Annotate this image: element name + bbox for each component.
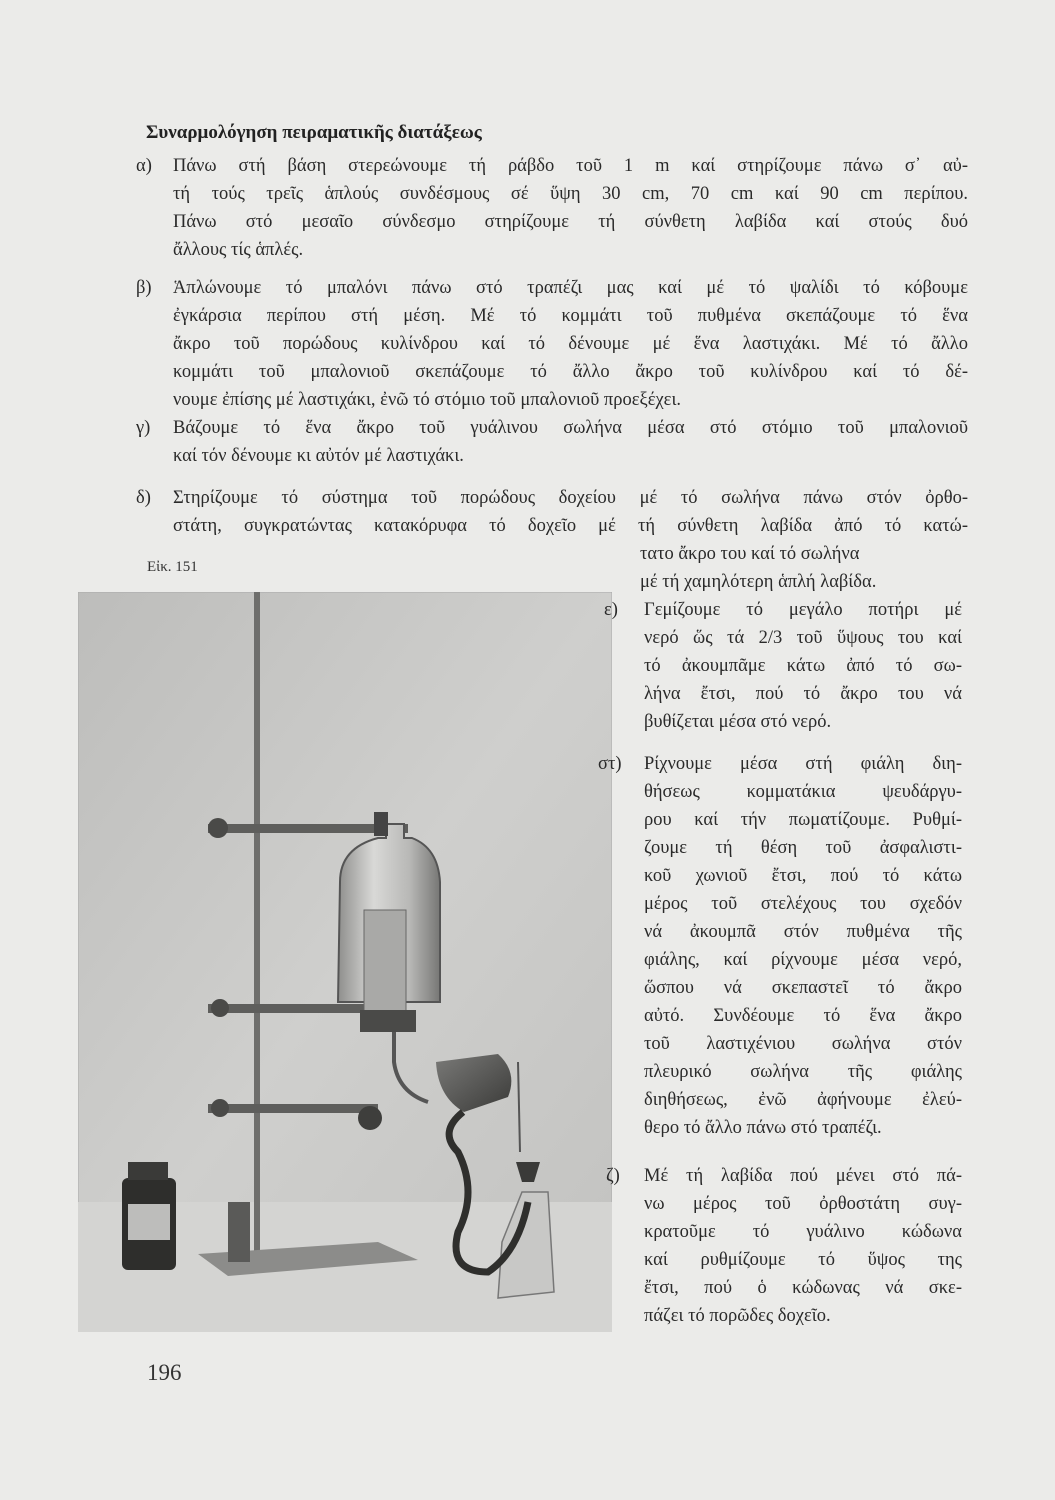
step-g-line: πάζει τό πορῶδες δοχεῖο.	[644, 1306, 831, 1326]
step-g-label: ζ)	[606, 1166, 620, 1186]
step-f-line: μέρος τοῦ στελέχους του σχεδόν	[644, 894, 962, 914]
step-g-line: κρατοῦμε τό γυάλινο κώδωνα	[644, 1222, 962, 1242]
step-d-line: Στηρίζουμε τό σύστημα τοῦ πορώδους δοχείου μέ τό σωλήνα πάνω στόν ὀρθο-	[173, 488, 968, 508]
step-g-line: νω μέρος τοῦ ὀρθοστάτη συγ-	[644, 1194, 962, 1214]
step-g-line: καί ρυθμίζουμε τό ὕψος της	[644, 1250, 962, 1270]
step-d-line: στάτη, συγκρατώντας κατακόρυφα τό δοχεῖο μέ τή σύνθετη λαβίδα ἀπό τό κατώ-	[173, 516, 968, 536]
step-g-line: ἔτσι, πού ὁ κώδωνας νά σκε-	[644, 1278, 962, 1298]
page-number: 196	[147, 1360, 182, 1385]
step-a-line: τή τούς τρεῖς ἁπλούς συνδέσμους σέ ὕψη 30 cm, 70 cm καί 90 cm περίπου.	[173, 184, 968, 204]
step-f-line: αὐτό. Συνδέουμε τό ἕνα ἄκρο	[644, 1006, 962, 1026]
figure-caption: Εἰκ. 151	[147, 559, 198, 575]
step-g	[598, 1162, 962, 1330]
step-f-line: διηθήσεως, ἐνῶ ἀφήνουμε ἐλεύ-	[644, 1090, 962, 1110]
step-a	[136, 152, 968, 264]
step-c-label: γ)	[136, 418, 151, 438]
step-f-line: Ρίχνουμε μέσα στή φιάλη διη-	[644, 754, 962, 774]
step-g-line: Μέ τή λαβίδα πού μένει στό πά-	[644, 1166, 962, 1186]
step-e-line: τό ἀκουμπᾶμε κάτω ἀπό τό σω-	[644, 656, 962, 676]
step-b	[136, 274, 968, 414]
step-c-line: Βάζουμε τό ἕνα ἄκρο τοῦ γυάλινου σωλήνα μέσα στό στόμιο τοῦ μπαλονιοῦ	[173, 418, 968, 438]
step-d-continued	[640, 540, 960, 596]
step-a-line: Πάνω στή βάση στερεώνουμε τή ράβδο τοῦ 1 m καί στηρίζουμε πάνω σ᾽ αὐ-	[173, 156, 968, 176]
step-b-label: β)	[136, 278, 152, 298]
step-b-line: ἐγκάρσια περίπου στή μέση. Μέ τό κομμάτι τοῦ πυθμένα σκεπάζουμε τό ἕνα	[173, 306, 968, 326]
step-a-line: Πάνω στό μεσαῖο σύνδεσμο στηρίζουμε τή σύνθετη λαβίδα καί στούς δυό	[173, 212, 968, 232]
step-f-line: κοῦ χωνιοῦ ἔτσι, πού τό κάτω	[644, 866, 962, 886]
step-e-line: Γεμίζουμε τό μεγάλο ποτήρι μέ	[644, 600, 962, 620]
step-f-line: τοῦ λαστιχένιου σωλήνα στόν	[644, 1034, 962, 1054]
step-f-line: ὥσπου νά σκεπαστεῖ τό ἄκρο	[644, 978, 962, 998]
step-f	[598, 750, 962, 1142]
step-d-line: τατο ἄκρο του καί τό σωλήνα	[640, 544, 860, 564]
step-c	[136, 414, 968, 470]
step-f-line: νά ἀκουμπᾶ στόν πυθμένα τῆς	[644, 922, 962, 942]
step-e-line: βυθίζεται μέσα στό νερό.	[644, 712, 832, 732]
step-e-label: ε)	[604, 600, 618, 620]
experiment-photo	[78, 592, 612, 1332]
step-a-line: ἄλλους τίς ἁπλές.	[173, 240, 304, 260]
step-e	[598, 596, 962, 736]
step-f-line: πλευρικό σωλήνα τῆς φιάλης	[644, 1062, 962, 1082]
step-f-line: ζουμε τή θέση τοῦ ἀσφαλιστι-	[644, 838, 962, 858]
step-b-line: Ἁπλώνουμε τό μπαλόνι πάνω στό τραπέζι μας καί μέ τό ψαλίδι τό κόβουμε	[173, 278, 968, 298]
step-b-line: ἄκρο τοῦ πορώδους κυλίνδρου καί τό δένουμε μέ ἕνα λαστιχάκι. Μέ τό ἄλλο	[173, 334, 968, 354]
step-b-line: κομμάτι τοῦ μπαλονιοῦ σκεπάζουμε τό ἄλλο ἄκρο τοῦ κυλίνδρου καί τό δέ-	[173, 362, 968, 382]
step-a-label: α)	[136, 156, 152, 176]
section-heading: Συναρμολόγηση πειραματικῆς διατάξεως	[146, 122, 482, 143]
step-f-label: στ)	[598, 754, 622, 774]
step-d	[136, 484, 968, 540]
step-e-line: λήνα ἔτσι, πού τό ἄκρο του νά	[644, 684, 962, 704]
step-f-line: ρου καί τήν πωματίζουμε. Ρυθμί-	[644, 810, 962, 830]
step-f-line: φιάλης, καί ρίχνουμε μέσα νερό,	[644, 950, 962, 970]
step-f-line: θερο τό ἄλλο πάνω στό τραπέζι.	[644, 1118, 882, 1138]
step-b-line: νουμε ἐπίσης μέ λαστιχάκι, ἐνῶ τό στόμιο τοῦ μπαλονιοῦ προεξέχει.	[173, 390, 682, 410]
step-d-line: μέ τή χαμηλότερη ἁπλή λαβίδα.	[640, 572, 877, 592]
step-f-line: θήσεως κομματάκια ψευδάργυ-	[644, 782, 962, 802]
step-d-label: δ)	[136, 488, 151, 508]
step-e-line: νερό ὥς τά 2/3 τοῦ ὕψους του καί	[644, 628, 962, 648]
step-c-line: καί τόν δένουμε κι αὐτόν μέ λαστιχάκι.	[173, 446, 464, 466]
